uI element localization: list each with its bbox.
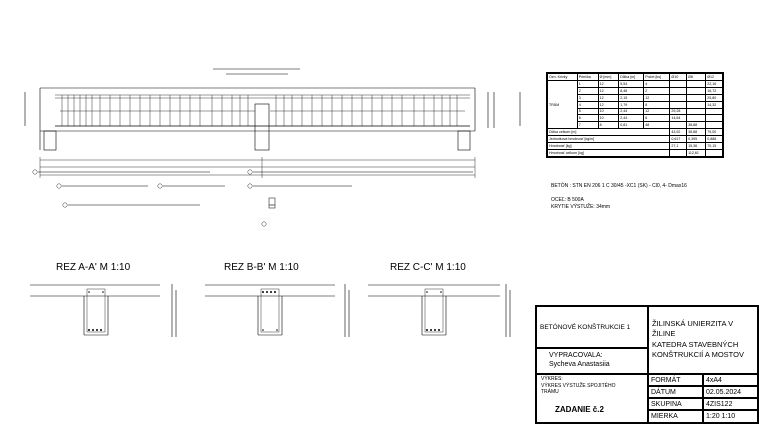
drawing-label: VÝKRES: [541, 376, 563, 382]
header-cell: Ø [mm] [598, 74, 619, 81]
summary-row [548, 143, 723, 150]
drawing-title-line1: VÝKRES VÝSTUŽE SPOJITÉHO [541, 383, 616, 389]
scale-value: 1:20 1:10 [706, 413, 736, 420]
university-line2: ŽILINE [652, 329, 676, 338]
cell [687, 115, 706, 122]
cell: 12 [598, 87, 619, 94]
steel-note: OCEĽ: B 500A [551, 197, 584, 203]
department-line2: KONŠTRUKCIÍ A MOSTOV [652, 350, 744, 359]
cell [687, 94, 706, 101]
header-cell: Počet [ks] [644, 74, 670, 81]
cell [670, 94, 687, 101]
cell: Hmotnosť [kg] [548, 143, 670, 150]
cell: 38,88 [687, 129, 706, 136]
date-value-cell [703, 386, 758, 398]
cell: 0,395 [687, 136, 706, 143]
cell: 6 [644, 115, 670, 122]
cell [687, 101, 706, 108]
cell: 14,64 [670, 115, 687, 122]
cell: 0,617 [670, 136, 687, 143]
summary-row [548, 149, 723, 156]
cell: 12 [598, 101, 619, 108]
scale-value-cell [703, 410, 758, 423]
cell: 70,15 [706, 143, 723, 150]
header-cell: Ø12 [706, 74, 723, 81]
format-label: FORMÁT [651, 377, 681, 384]
table-row [548, 80, 723, 87]
date-value: 02.05.2024 [706, 389, 742, 396]
drawing-title-line2: TRÁMU [541, 389, 559, 395]
cell [670, 101, 687, 108]
summary-row [548, 129, 723, 136]
section-title-c: REZ C-C' M 1:10 [390, 262, 466, 273]
cell: 10 [598, 108, 619, 115]
date-label-cell [648, 386, 703, 398]
cell: 43,92 [670, 129, 687, 136]
department-line1: KATEDRA STAVEBNÝCH [652, 340, 739, 349]
header-cell: Ozn. Krivky [548, 74, 578, 81]
cell: 112,61 [687, 149, 706, 156]
cell: 8 [598, 122, 619, 129]
summary-row [548, 136, 723, 143]
section-title-a: REZ A-A' M 1:10 [56, 262, 131, 273]
subject-text: BETÓNOVÉ KONŠTRUKCIE 1 [540, 324, 631, 331]
prepared-label: VYPRACOVALA: [549, 352, 603, 359]
cell: 8,48 [619, 87, 644, 94]
scale-label-cell [648, 410, 703, 423]
university-line1: ŽILINSKÁ UNIERZITA V [652, 319, 734, 328]
cell: 1,79 [619, 101, 644, 108]
cell [706, 108, 723, 115]
cell: 22,16 [706, 80, 723, 87]
cell [687, 108, 706, 115]
cell [687, 87, 706, 94]
drawing-name-cell [536, 374, 648, 423]
cell [670, 87, 687, 94]
cell: 12 [598, 94, 619, 101]
group-value-cell [703, 398, 758, 410]
header-cell: Ø10 [670, 74, 687, 81]
cell: 12 [644, 108, 670, 115]
group-label: SKUPINA [651, 401, 682, 408]
cell: 2,15 [619, 94, 644, 101]
cell: 0,81 [619, 122, 644, 129]
cell: 1 [577, 80, 598, 87]
cell: 2 [577, 87, 598, 94]
header-cell: Priečka [577, 74, 598, 81]
scale-label: MIERKA [651, 413, 678, 420]
group-label: TRÁM [548, 80, 578, 128]
cell: 25,80 [706, 94, 723, 101]
format-label-cell [648, 374, 703, 386]
header-cell: Ø8 [687, 74, 706, 81]
cell: 4 [644, 80, 670, 87]
university-cell [648, 306, 758, 374]
cell: 2,44 [619, 115, 644, 122]
cell [706, 122, 723, 129]
date-label: DÁTUM [651, 389, 676, 396]
cell: 5,54 [619, 80, 644, 87]
cell: 38,88 [687, 122, 706, 129]
cell: 2,44 [619, 108, 644, 115]
cell [706, 115, 723, 122]
concrete-note: BETÓN : STN EN 206 1 C 30/45 -XC1 (SK) - Cl0, 4- Dmax16 [551, 183, 687, 189]
cell [670, 122, 687, 129]
cell: 29,28 [670, 108, 687, 115]
cell: 48 [644, 122, 670, 129]
cell: 15,36 [687, 143, 706, 150]
cell [670, 80, 687, 87]
cell: 10 [598, 115, 619, 122]
format-value-cell [703, 374, 758, 386]
author-cell [536, 348, 648, 374]
cell: 0,888 [706, 136, 723, 143]
cell: 3 [577, 94, 598, 101]
cell: 14,32 [706, 101, 723, 108]
prepared-name: Sycheva Anastasiia [549, 361, 610, 368]
assignment-label: ZADANIE č.2 [555, 405, 604, 414]
cell: 16,72 [706, 87, 723, 94]
cell [706, 149, 723, 156]
cell: 5 [577, 108, 598, 115]
group-value: 4ZIS122 [706, 401, 733, 408]
format-value: 4xA4 [706, 377, 722, 384]
cell: Dĺžka celkom [m] [548, 129, 670, 136]
title-block [535, 305, 759, 424]
subject-cell [536, 306, 648, 348]
group-label-cell [648, 398, 703, 410]
cell: 8 [644, 101, 670, 108]
cell: 12 [598, 80, 619, 87]
cell: 4 [577, 101, 598, 108]
cell [687, 80, 706, 87]
cell: 12 [644, 94, 670, 101]
cell [670, 149, 687, 156]
cell: 6 [577, 115, 598, 122]
table-header-row [548, 74, 723, 81]
cover-note: KRYTIE VÝSTUŽE: 34mm [551, 204, 611, 210]
header-cell: Dĺžka [m] [619, 74, 644, 81]
cell: 7 [577, 122, 598, 129]
cell: 2 [644, 87, 670, 94]
cell: 27,1 [670, 143, 687, 150]
cell: Hmotnosť celkom [kg] [548, 149, 670, 156]
cell: 79,00 [706, 129, 723, 136]
steel-schedule-table [546, 72, 724, 158]
section-title-b: REZ B-B' M 1:10 [224, 262, 299, 273]
cell: Jednotková hmotnosť [kg/m] [548, 136, 670, 143]
